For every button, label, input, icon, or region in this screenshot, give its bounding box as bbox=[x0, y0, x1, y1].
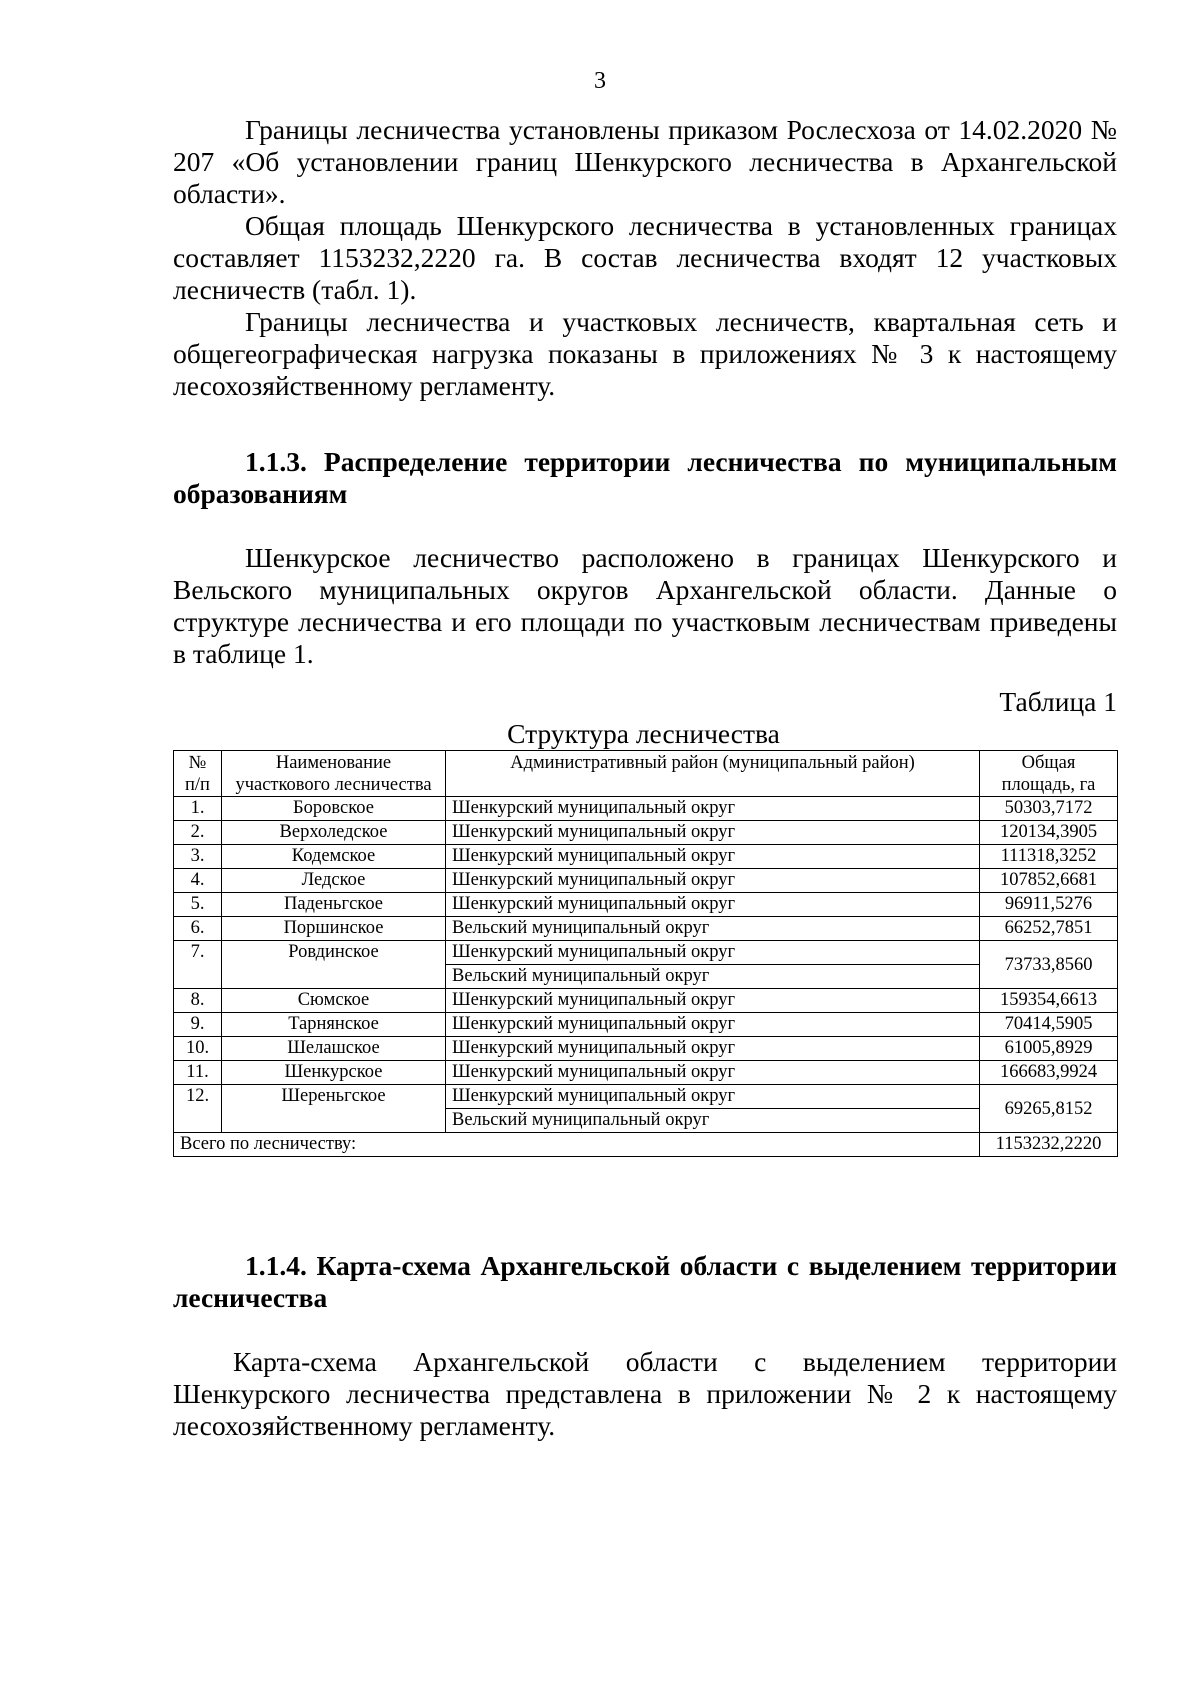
row-area: 50303,7172 bbox=[980, 797, 1118, 821]
row-district: Шенкурский муниципальный округ bbox=[446, 989, 980, 1013]
paragraph-appendix-maps: Границы лесничества и участковых лесничеств, квартальная сеть и общегеографическая нагрузка показаны в приложениях № 3 к настоящему лесохозяйственному регламенту. bbox=[173, 306, 1117, 401]
row-area: 70414,5905 bbox=[980, 1013, 1118, 1037]
row-area: 107852,6681 bbox=[980, 869, 1118, 893]
row-name: Тарнянское bbox=[222, 1013, 446, 1037]
row-name: Кодемское bbox=[222, 845, 446, 869]
row-num: 10. bbox=[174, 1037, 222, 1061]
row-area: 166683,9924 bbox=[980, 1061, 1118, 1085]
heading-1-1-3: 1.1.3. Распределение территории лесничества по муниципальным образованиям bbox=[173, 446, 1117, 509]
row-district: Шенкурский муниципальный округ bbox=[446, 845, 980, 869]
row-area: 111318,3252 bbox=[980, 845, 1118, 869]
row-area: 66252,7851 bbox=[980, 917, 1118, 941]
table-row bbox=[174, 845, 1118, 869]
table-row bbox=[174, 941, 1118, 965]
row-num: 12. bbox=[174, 1085, 222, 1133]
intro-section bbox=[173, 114, 1117, 402]
row-num: 3. bbox=[174, 845, 222, 869]
row-num: 4. bbox=[174, 869, 222, 893]
table-row bbox=[174, 893, 1118, 917]
row-num: 11. bbox=[174, 1061, 222, 1085]
table-row bbox=[174, 1013, 1118, 1037]
row-area: 61005,8929 bbox=[980, 1037, 1118, 1061]
row-district: Шенкурский муниципальный округ bbox=[446, 1037, 980, 1061]
row-district: Вельский муниципальный округ bbox=[446, 917, 980, 941]
row-district: Шенкурский муниципальный округ bbox=[446, 797, 980, 821]
row-district: Шенкурский муниципальный округ bbox=[446, 821, 980, 845]
row-district-secondary: Вельский муниципальный округ bbox=[446, 965, 980, 989]
paragraph-location: Шенкурское лесничество расположено в границах Шенкурского и Вельского муниципальных округов Архангельской области. Данные о структуре лесничества и его площади по участковым лесничествам приведены в таблице 1. bbox=[173, 542, 1117, 669]
heading-1-1-4: 1.1.4. Карта-схема Архангельской области с выделением территории лесничества bbox=[173, 1250, 1117, 1313]
table-title: Структура лесничества bbox=[507, 718, 780, 749]
table-row bbox=[174, 1085, 1118, 1109]
header-district: Административный район (муниципальный район) bbox=[446, 751, 980, 797]
table-total-row bbox=[174, 1133, 1118, 1157]
row-district: Шенкурский муниципальный округ bbox=[446, 1085, 980, 1109]
row-num: 1. bbox=[174, 797, 222, 821]
paragraph-boundaries: Границы лесничества установлены приказом Рослесхоза от 14.02.2020 № 207 «Об установлении границ Шенкурского лесничества в Архангельской области». bbox=[173, 114, 1117, 209]
table-row bbox=[174, 1061, 1118, 1085]
total-label: Всего по лесничеству: bbox=[174, 1133, 980, 1157]
header-area: Общая площадь, га bbox=[980, 751, 1118, 797]
row-name: Боровское bbox=[222, 797, 446, 821]
page-number: 3 bbox=[594, 68, 606, 94]
table-caption: Таблица 1 bbox=[999, 686, 1117, 717]
row-area: 69265,8152 bbox=[980, 1085, 1118, 1133]
row-num: 7. bbox=[174, 941, 222, 989]
row-area: 159354,6613 bbox=[980, 989, 1118, 1013]
row-name: Паденьгское bbox=[222, 893, 446, 917]
table-row bbox=[174, 869, 1118, 893]
section-1-1-3 bbox=[173, 446, 1117, 670]
row-num: 8. bbox=[174, 989, 222, 1013]
row-num: 5. bbox=[174, 893, 222, 917]
row-num: 9. bbox=[174, 1013, 222, 1037]
row-name: Ровдинское bbox=[222, 941, 446, 989]
row-name: Шереньгское bbox=[222, 1085, 446, 1133]
paragraph-total-area: Общая площадь Шенкурского лесничества в установленных границах составляет 1153232,2220 га. В состав лесничества входят 12 участковых лесничеств (табл. 1). bbox=[173, 210, 1117, 305]
row-name: Верхоледское bbox=[222, 821, 446, 845]
row-name: Сюмское bbox=[222, 989, 446, 1013]
row-name: Шелашское bbox=[222, 1037, 446, 1061]
table-row bbox=[174, 821, 1118, 845]
row-district: Шенкурский муниципальный округ bbox=[446, 869, 980, 893]
header-num: № п/п bbox=[174, 751, 222, 797]
table-row bbox=[174, 1037, 1118, 1061]
row-num: 6. bbox=[174, 917, 222, 941]
row-area: 120134,3905 bbox=[980, 821, 1118, 845]
table-row bbox=[174, 917, 1118, 941]
row-name: Ледское bbox=[222, 869, 446, 893]
table-row bbox=[174, 797, 1118, 821]
forestry-structure-table bbox=[173, 750, 1118, 1157]
row-district: Шенкурский муниципальный округ bbox=[446, 1013, 980, 1037]
row-district: Шенкурский муниципальный округ bbox=[446, 893, 980, 917]
header-name: Наименование участкового лесничества bbox=[222, 751, 446, 797]
row-area: 96911,5276 bbox=[980, 893, 1118, 917]
row-district-secondary: Вельский муниципальный округ bbox=[446, 1109, 980, 1133]
row-name: Поршинское bbox=[222, 917, 446, 941]
section-1-1-4 bbox=[173, 1250, 1117, 1442]
row-district: Шенкурский муниципальный округ bbox=[446, 1061, 980, 1085]
table-header-row bbox=[174, 751, 1118, 797]
row-num: 2. bbox=[174, 821, 222, 845]
row-name: Шенкурское bbox=[222, 1061, 446, 1085]
row-area: 73733,8560 bbox=[980, 941, 1118, 989]
total-area: 1153232,2220 bbox=[980, 1133, 1118, 1157]
paragraph-map-scheme: Карта-схема Архангельской области с выделением территории Шенкурского лесничества представлена в приложении № 2 к настоящему лесохозяйственному регламенту. bbox=[173, 1346, 1117, 1441]
row-district: Шенкурский муниципальный округ bbox=[446, 941, 980, 965]
table-row bbox=[174, 989, 1118, 1013]
